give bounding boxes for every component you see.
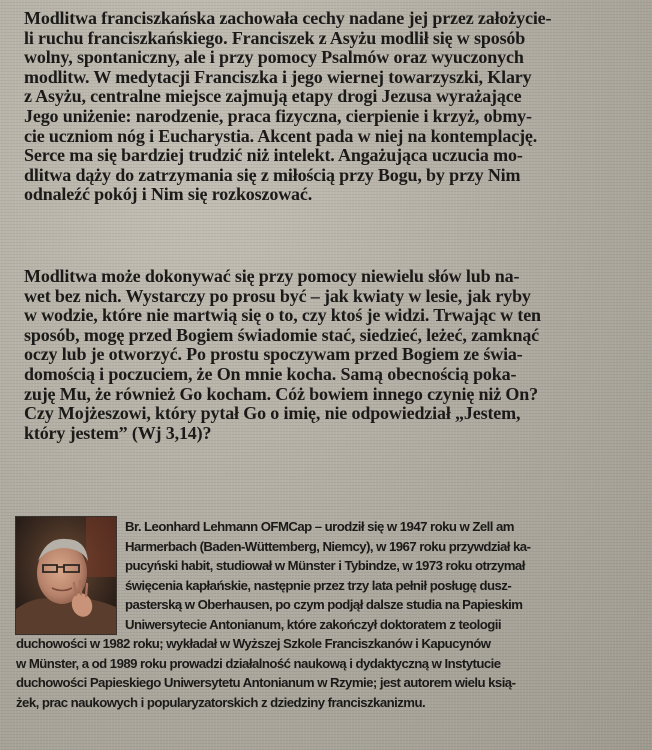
text-line: wet bez nich. Wystarczy po prosu być – jak kwiaty w lesie, jak ryby xyxy=(24,285,531,306)
text-line: domością i poczuciem, że On mnie kocha. Samą obecnością poka- xyxy=(24,363,517,384)
text-line: który jestem” (Wj 3,14)? xyxy=(24,422,212,443)
bio-line: duchowości w 1982 roku; wykładał w Wyższej Szkole Franciszkanów i Kapucynów xyxy=(16,636,491,651)
text-line: Modlitwa może dokonywać się przy pomocy niewielu słów lub na- xyxy=(24,266,520,286)
text-line: Serce ma się bardziej trudzić niż intelekt. Angażująca uczucia mo- xyxy=(24,145,523,166)
bio-line: Br. Leonhard Lehmann OFMCap – urodził się w 1947 roku w Zell am xyxy=(125,519,514,534)
bio-line: w Münster, a od 1989 roku prowadzi działalność naukową i dydaktyczną w Instytucie xyxy=(16,655,501,671)
text-line: modlitw. W medytacji Franciszka i jego wiernej towarzyszki, Klary xyxy=(24,66,532,87)
text-line: Jego uniżenie: narodzenie, praca fizyczna, cierpienie i krzyż, obmy- xyxy=(24,105,532,126)
paragraph-franciscan-prayer xyxy=(24,9,634,205)
text-line: z Asyżu, centralne miejsce zajmują etapy drogi Jezusa wyrażające xyxy=(24,86,522,107)
bio-line: święcenia kapłańskie, następnie przez trzy lata pełnił posługę dusz- xyxy=(125,577,512,593)
text-line: Modlitwa franciszkańska zachowała cechy nadane jej przez założycie- xyxy=(24,8,552,28)
text-line: w wodzie, które nie martwią się o to, czy ktoś je widzi. Trwając w ten xyxy=(24,305,541,326)
text-line: wolny, spontaniczny, ale i przy pomocy Psalmów oraz wyuczonych xyxy=(24,47,524,68)
text-line: li ruchu franciszkańskiego. Franciszek z Asyżu modlił się w sposób xyxy=(24,27,526,48)
text-line: oczy lub je otworzyć. Po prostu spoczywam przed Bogiem ze świa- xyxy=(24,344,523,365)
text-line: zuję Mu, że również Go kocham. Cóż bowiem innego czynię niż On? xyxy=(24,383,538,404)
text-line: cie uczniom nóg i Eucharystia. Akcent pada w niej na kontemplację. xyxy=(24,125,538,146)
author-biography xyxy=(16,517,638,712)
bio-line: duchowości Papieskiego Uniwersytetu Antonianum w Rzymie; jest autorem wielu ksią- xyxy=(16,675,516,690)
text-line: sposób, mogę przed Bogiem świadomie stać, siedzieć, leżeć, zamknąć xyxy=(24,324,540,345)
bio-line: pucyński habit, studiował w Münster i Tybindze, w 1973 roku otrzymał xyxy=(125,558,525,573)
text-line: Czy Mojżeszowi, który pytał Go o imię, nie odpowiedział „Jestem, xyxy=(24,403,521,424)
bio-line: Harmerbach (Baden-Wüttemberg, Niemcy), w 1967 roku przywdział ka- xyxy=(125,538,531,554)
text-line: dlitwa dąży do zatrzymania się z miłością przy Bogu, by przy Nim xyxy=(24,164,521,185)
paragraph-prayer-without-words xyxy=(24,267,634,443)
bio-line: żek, prac naukowych i popularyzatorskich z dziedziny franciszkanizmu. xyxy=(16,694,426,710)
text-line: odnaleźć pokój i Nim się rozkoszować. xyxy=(24,184,313,205)
bio-line: pasterską w Oberhausen, po czym podjął dalsze studia na Papieskim xyxy=(125,597,523,612)
bio-line: Uniwersytecie Antonianum, które zakończył doktoratem z teologii xyxy=(125,616,501,632)
